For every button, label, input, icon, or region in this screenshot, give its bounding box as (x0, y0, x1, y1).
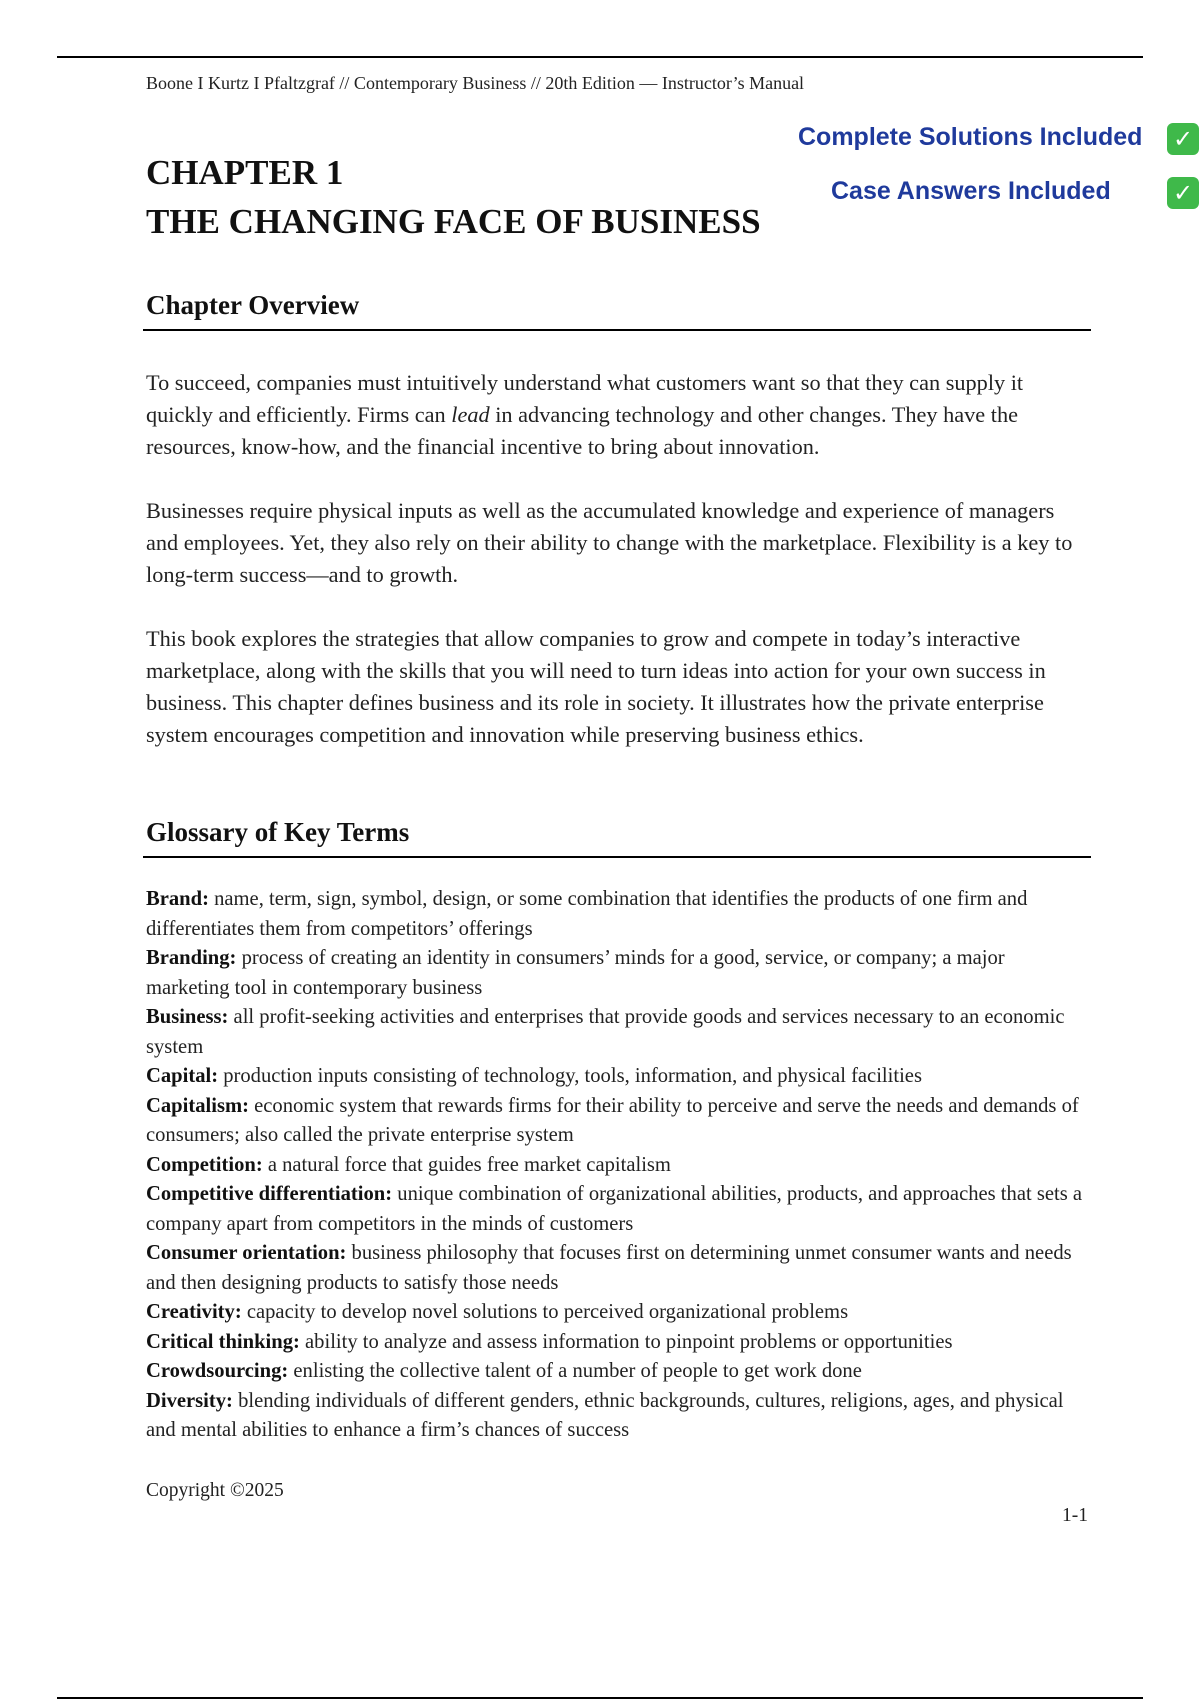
glossary-item (146, 1239, 1091, 1298)
glossary-item (146, 1092, 1091, 1151)
emphasis-lead: lead (451, 402, 490, 427)
glossary-term: Branding: (146, 947, 237, 969)
glossary-term: Critical thinking: (146, 1330, 300, 1353)
glossary-definition: business philosophy that focuses first on determining unmet consumer wants and needs and then designing products to satisfy those needs (146, 1242, 1072, 1294)
glossary-item (146, 1151, 1091, 1181)
check-mark-icon: ✓ (1167, 177, 1199, 209)
overview-paragraph: This book explores the strategies that allow companies to grow and compete in today’s interactive marketplace, along with the skills that you will need to turn ideas into action for your own success in business. This chapter defines business and its role in society. It illustrates how the private enterprise system encourages competition and innovation while preserving business ethics. (146, 626, 1046, 747)
copyright-notice: Copyright ©2025 (146, 1480, 284, 1501)
chapter-overview-heading: Chapter Overview (146, 290, 360, 320)
glossary-item (146, 885, 1091, 944)
glossary-item (146, 1328, 1091, 1358)
glossary-definition: enlisting the collective talent of a number of people to get work done (288, 1360, 862, 1382)
glossary-item (146, 1387, 1091, 1446)
glossary-term: Competitive differentiation: (146, 1183, 393, 1205)
glossary-definition: economic system that rewards firms for their ability to perceive and serve the needs and demands of consumers; also called the private enterprise system (146, 1094, 1079, 1146)
glossary-definition: a natural force that guides free market capitalism (262, 1153, 671, 1176)
glossary-term: Competition: (146, 1153, 263, 1176)
glossary-item (146, 1298, 1091, 1328)
divider (143, 329, 1091, 331)
glossary-definition: blending individuals of different genders, ethnic backgrounds, cultures, religions, ages, and physical and mental abilities to enhance a firm’s chances of success (146, 1389, 1064, 1441)
overview-paragraph: Businesses require physical inputs as well as the accumulated knowledge and experience of managers and employees. Yet, they also rely on their ability to change with the marketplace. Flexibility is a key to long-term success—and to growth. (146, 498, 1073, 587)
case-answers-badge: Case Answers Included (831, 177, 1111, 205)
glossary-definition: process of creating an identity in consumers’ minds for a good, service, or company; a major marketing tool in contemporary business (146, 947, 1005, 999)
page-number: 1-1 (1062, 1505, 1088, 1526)
complete-solutions-badge: Complete Solutions Included (798, 123, 1143, 151)
glossary-term: Consumer orientation: (146, 1242, 347, 1264)
glossary-item (146, 944, 1091, 1003)
glossary-term: Business: (146, 1006, 229, 1028)
chapter-number: CHAPTER 1 (146, 153, 344, 192)
glossary-definition: production inputs consisting of technology, tools, information, and physical facilities (218, 1065, 922, 1087)
divider (143, 856, 1091, 858)
glossary-item (146, 1062, 1091, 1092)
glossary-item (146, 1180, 1091, 1239)
glossary-definition: ability to analyze and assess information to pinpoint problems or opportunities (299, 1330, 953, 1353)
glossary-term: Creativity: (146, 1301, 242, 1323)
glossary-term: Crowdsourcing: (146, 1360, 289, 1382)
running-header: Boone I Kurtz I Pfaltzgraf // Contemporary Business // 20th Edition — Instructor’s Manual (146, 73, 805, 93)
glossary-term: Brand: (146, 888, 209, 910)
chapter-title (146, 148, 761, 246)
top-rule (57, 56, 1143, 58)
glossary-definition: capacity to develop novel solutions to perceived organizational problems (241, 1301, 849, 1323)
glossary-item (146, 1003, 1091, 1062)
overview-paragraph: To succeed, companies must intuitively understand what customers want so that they can supply it quickly and efficiently. Firms can lead in advancing technology and other changes. They have the resources, know-how, and the financial incentive to bring about innovation. (146, 370, 1024, 459)
glossary-definition: unique combination of organizational abilities, products, and approaches that sets a company apart from competitors in the minds of customers (146, 1183, 1083, 1235)
glossary-heading: Glossary of Key Terms (146, 817, 410, 847)
chapter-name: THE CHANGING FACE OF BUSINESS (146, 202, 761, 241)
glossary-term: Diversity: (146, 1389, 233, 1412)
glossary-term: Capital: (146, 1065, 219, 1087)
glossary-definition: name, term, sign, symbol, design, or some combination that identifies the products of one firm and differentiates them from competitors’ offerings (146, 888, 1028, 940)
glossary-term: Capitalism: (146, 1094, 249, 1117)
bottom-rule (57, 1697, 1143, 1699)
chapter-overview-body (146, 367, 1090, 783)
glossary-definition: all profit-seeking activities and enterprises that provide goods and services necessary to an economic system (146, 1006, 1065, 1058)
check-mark-icon: ✓ (1167, 123, 1199, 155)
glossary-item (146, 1357, 1091, 1387)
glossary-list (146, 885, 1091, 1446)
